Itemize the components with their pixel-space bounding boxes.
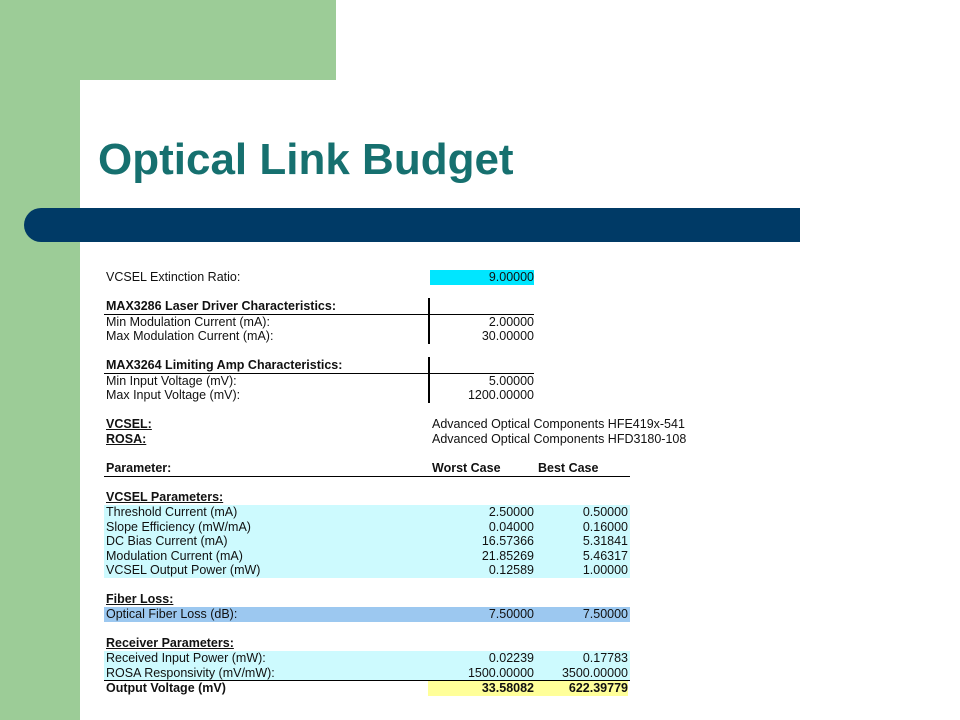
max-modulation-value: 30.00000 [481, 329, 534, 343]
parameter-header: Parameter: [106, 461, 172, 475]
modulation-current-label: Modulation Current (mA) [106, 549, 243, 563]
dc-bias-current-worst: 16.57366 [481, 534, 534, 548]
min-input-voltage-label: Min Input Voltage (mV): [106, 374, 237, 388]
output-voltage-label: Output Voltage (mV) [106, 681, 226, 695]
threshold-current-label: Threshold Current (mA) [106, 505, 238, 519]
min-input-voltage-row [104, 374, 764, 389]
limiting-amp-header-row [104, 358, 764, 373]
rosa-component-row [104, 432, 764, 447]
threshold-current-best: 0.50000 [582, 505, 628, 519]
vcsel-component-value: Advanced Optical Components HFE419x-541 [432, 417, 685, 431]
vcsel-output-power-label: VCSEL Output Power (mW) [106, 563, 261, 577]
green-side-strip [0, 0, 80, 720]
vcsel-component-label: VCSEL: [106, 417, 152, 431]
max-input-voltage-row [104, 388, 764, 403]
rosa-component-value: Advanced Optical Components HFD3180-108 [432, 432, 687, 446]
table-row [104, 520, 630, 535]
slope-efficiency-label: Slope Efficiency (mW/mA) [106, 520, 251, 534]
modulation-current-best: 5.46317 [582, 549, 628, 563]
table-row [104, 651, 630, 666]
table-row [104, 666, 630, 681]
output-voltage-row [104, 681, 630, 696]
table-row [104, 549, 630, 564]
extinction-ratio-row [104, 270, 764, 285]
table-row [104, 534, 630, 549]
best-case-header: Best Case [538, 461, 599, 475]
limiting-amp-header: MAX3264 Limiting Amp Characteristics: [106, 358, 343, 372]
min-input-voltage-value: 5.00000 [488, 374, 534, 388]
table-row [104, 607, 630, 622]
dc-bias-current-label: DC Bias Current (mA) [106, 534, 228, 548]
table-header-divider [104, 476, 630, 477]
extinction-ratio-label: VCSEL Extinction Ratio: [106, 270, 241, 284]
table-row [104, 563, 630, 578]
max-modulation-label: Max Modulation Current (mA): [106, 329, 274, 343]
table-header-row [104, 461, 764, 476]
budget-spreadsheet [104, 0, 804, 720]
table-row [104, 505, 630, 520]
modulation-current-worst: 21.85269 [481, 549, 534, 563]
optical-fiber-loss-best: 7.50000 [582, 607, 628, 621]
dc-bias-current-best: 5.31841 [582, 534, 628, 548]
rosa-component-label: ROSA: [106, 432, 147, 446]
rosa-responsivity-best: 3500.00000 [561, 666, 628, 680]
min-modulation-label: Min Modulation Current (mA): [106, 315, 270, 329]
vcsel-component-row [104, 417, 764, 432]
receiver-params-header: Receiver Parameters: [106, 636, 234, 650]
optical-fiber-loss-worst: 7.50000 [488, 607, 534, 621]
max-input-voltage-value: 1200.00000 [467, 388, 534, 402]
laser-driver-header-row [104, 299, 764, 314]
max-input-voltage-label: Max Input Voltage (mV): [106, 388, 241, 402]
fiber-loss-header-row [104, 592, 764, 607]
min-modulation-row [104, 315, 764, 330]
vcsel-output-power-worst: 0.12589 [488, 563, 534, 577]
received-input-power-worst: 0.02239 [488, 651, 534, 665]
threshold-current-worst: 2.50000 [488, 505, 534, 519]
output-voltage-best: 622.39779 [534, 681, 628, 696]
max-modulation-row [104, 329, 764, 344]
slope-efficiency-worst: 0.04000 [488, 520, 534, 534]
laser-driver-header: MAX3286 Laser Driver Characteristics: [106, 299, 336, 313]
extinction-ratio-value: 9.00000 [430, 270, 534, 285]
vcsel-params-header: VCSEL Parameters: [106, 490, 224, 504]
optical-fiber-loss-label: Optical Fiber Loss (dB): [106, 607, 238, 621]
received-input-power-best: 0.17783 [582, 651, 628, 665]
received-input-power-label: Received Input Power (mW): [106, 651, 266, 665]
vcsel-output-power-best: 1.00000 [582, 563, 628, 577]
rosa-responsivity-label: ROSA Responsivity (mV/mW): [106, 666, 275, 680]
fiber-loss-header: Fiber Loss: [106, 592, 174, 606]
slope-efficiency-best: 0.16000 [582, 520, 628, 534]
min-modulation-value: 2.00000 [488, 315, 534, 329]
output-voltage-worst: 33.58082 [428, 681, 534, 696]
vcsel-params-header-row [104, 490, 764, 505]
worst-case-header: Worst Case [432, 461, 501, 475]
rosa-responsivity-worst: 1500.00000 [467, 666, 534, 680]
receiver-params-header-row [104, 636, 764, 651]
slide-title: Optical Link Budget [98, 135, 514, 184]
